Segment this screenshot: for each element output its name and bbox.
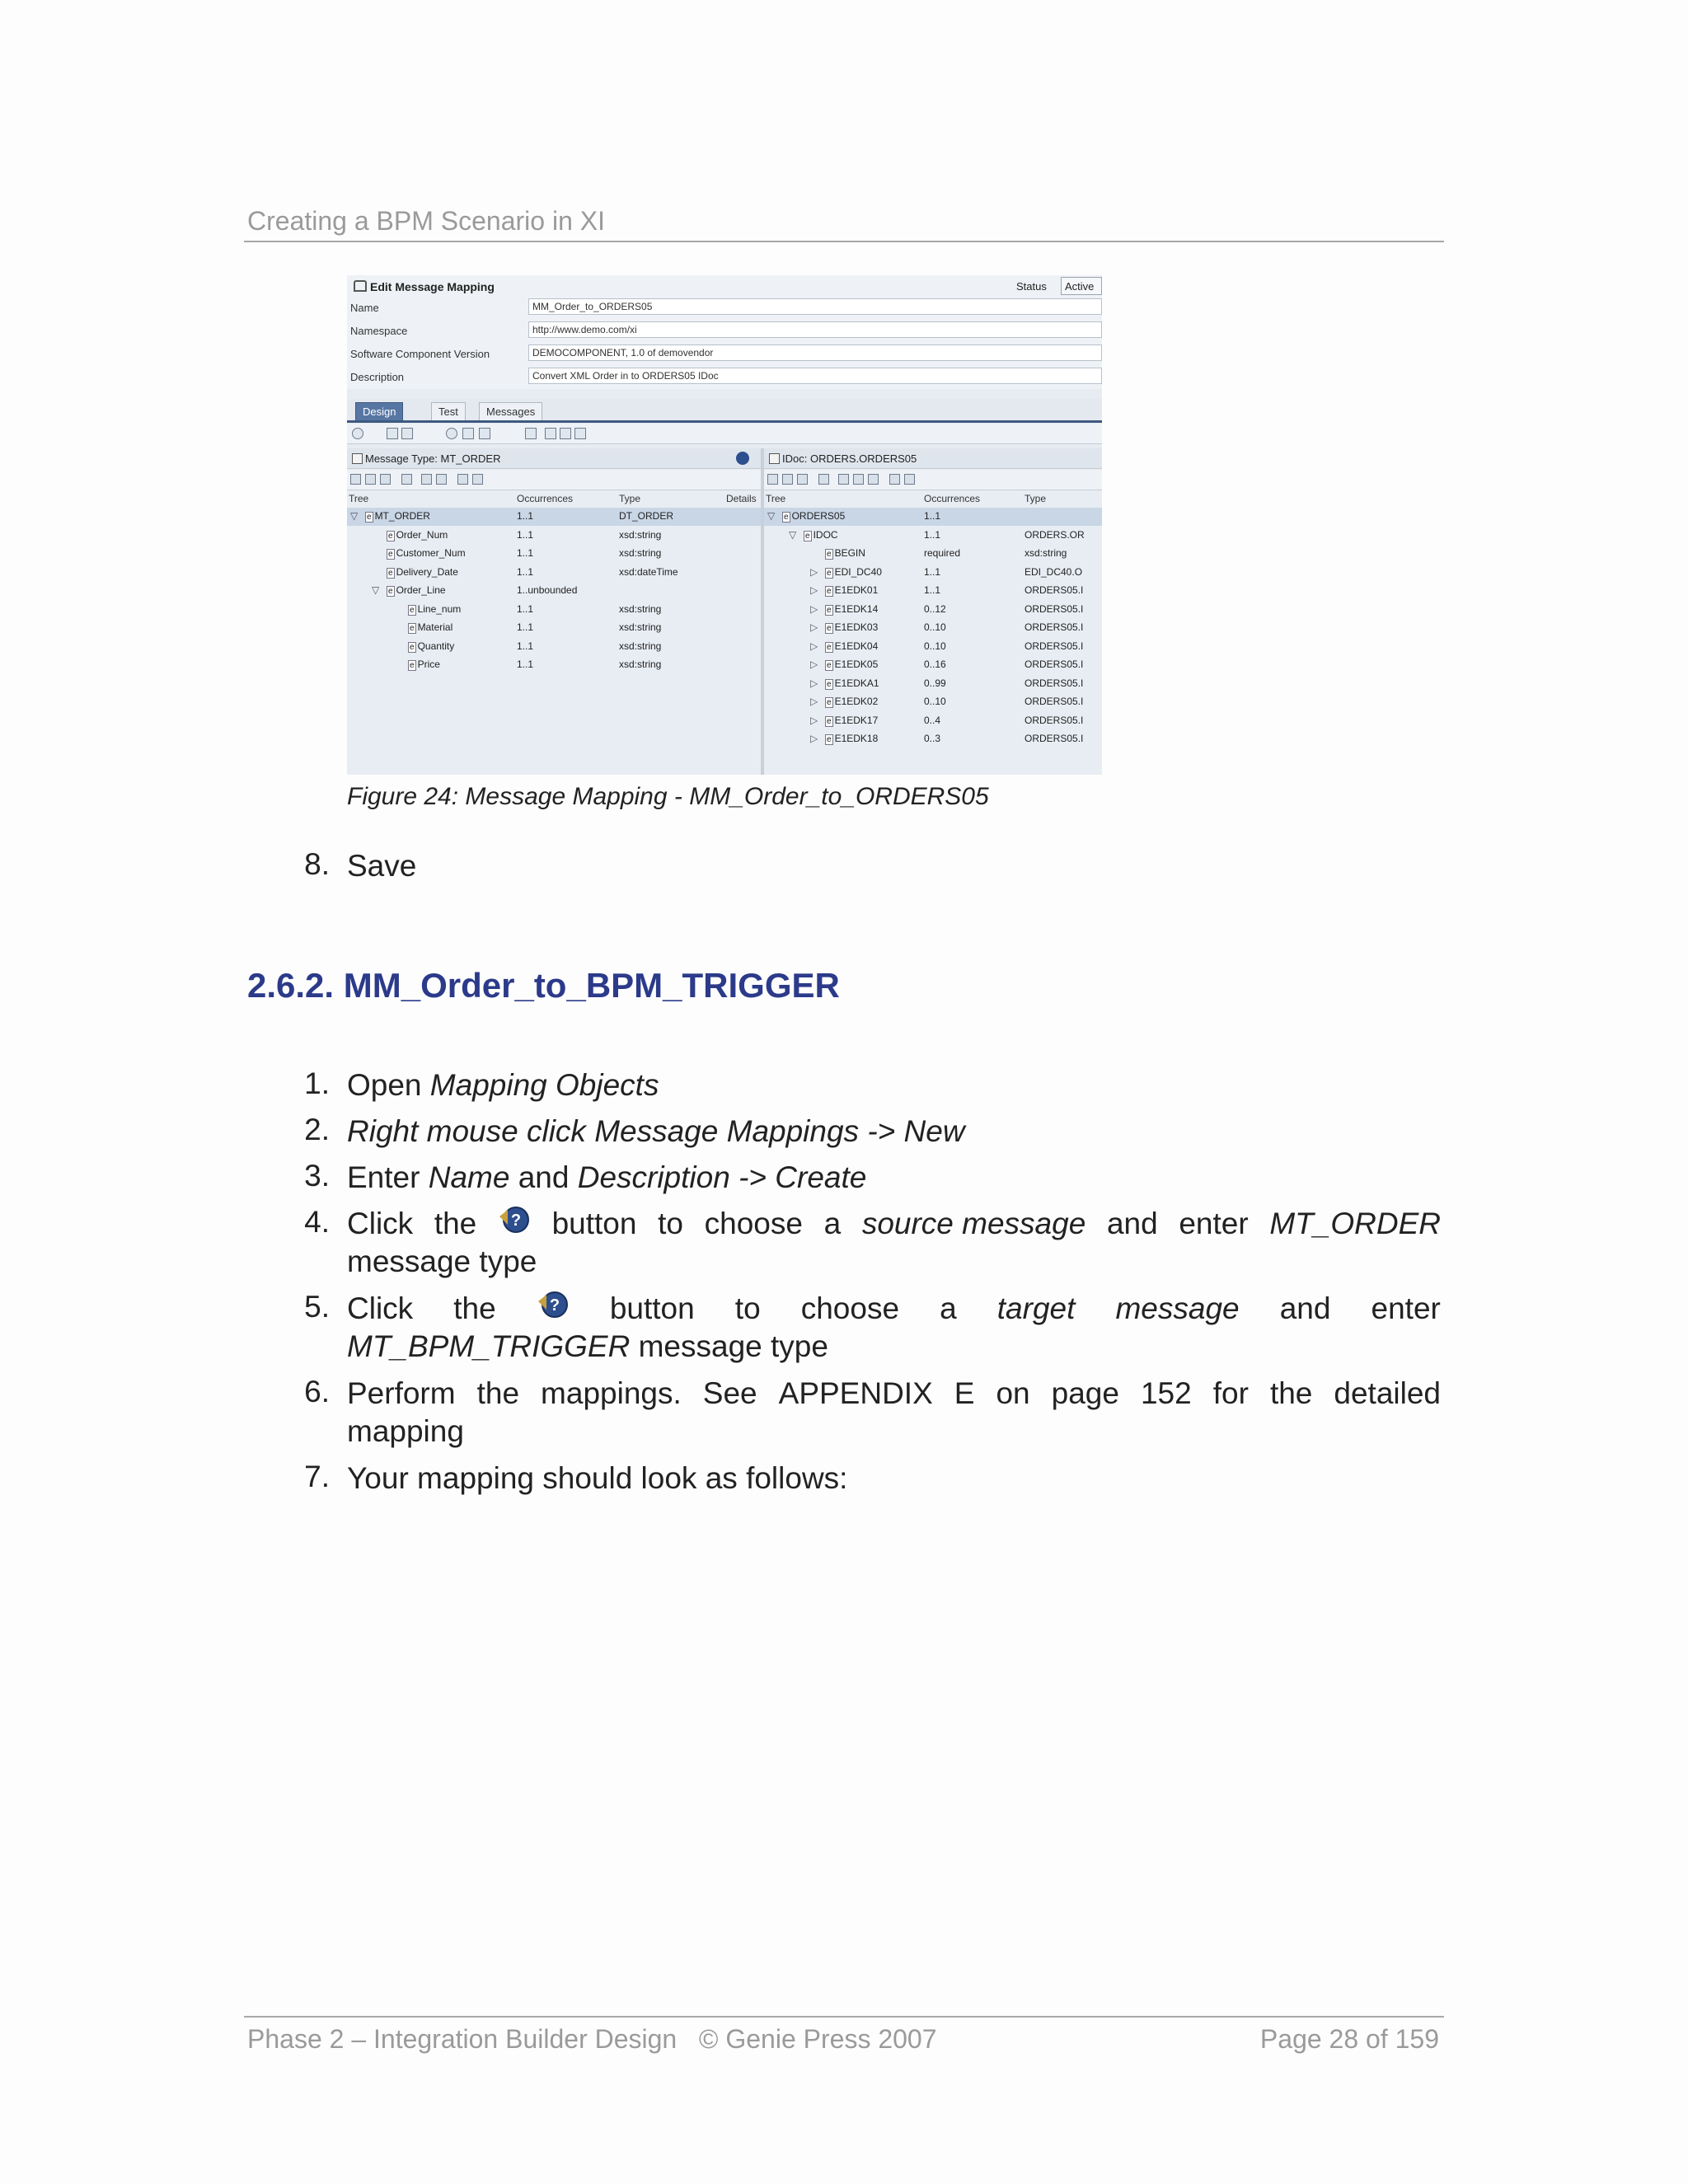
step-line bbox=[347, 1290, 1441, 1328]
tree-row[interactable] bbox=[764, 601, 1102, 619]
tree-node-occurrences: 1..1 bbox=[517, 565, 534, 578]
tree-row[interactable] bbox=[347, 601, 761, 619]
target-pane-title bbox=[764, 448, 1102, 469]
tree-node-name: e E1EDKA1 bbox=[827, 677, 879, 689]
refresh-icon[interactable] bbox=[380, 474, 391, 485]
tree-node-type: ORDERS05.I bbox=[1025, 658, 1084, 670]
message-mapping-screenshot bbox=[347, 275, 1102, 775]
expand-icon[interactable] bbox=[838, 474, 849, 485]
list-number: 6. bbox=[304, 1375, 330, 1408]
field-label: Namespace bbox=[350, 325, 408, 337]
element-icon: e bbox=[827, 624, 832, 633]
field-row-swcv bbox=[347, 344, 1102, 363]
tree-node-occurrences: 0..10 bbox=[924, 621, 946, 633]
tab-messages[interactable]: Messages bbox=[479, 402, 542, 420]
search-icon[interactable] bbox=[904, 474, 915, 485]
copy-icon[interactable] bbox=[560, 428, 571, 439]
step-word: Click bbox=[347, 1207, 414, 1240]
tree-node-name: e E1EDK05 bbox=[827, 658, 879, 670]
tree-node-occurrences: 1..1 bbox=[924, 565, 941, 578]
element-icon: e bbox=[388, 550, 393, 559]
list-number: 1. bbox=[304, 1066, 330, 1100]
tree-node-type: ORDERS05.I bbox=[1025, 714, 1084, 726]
footer-left: Phase 2 – Integration Builder Design © Genie Press 2007 bbox=[247, 2024, 937, 2054]
step-word: See bbox=[702, 1376, 757, 1410]
tree-node-occurrences: 0..10 bbox=[924, 696, 946, 707]
tree-row[interactable] bbox=[764, 508, 1102, 526]
tree-node-occurrences: 0..4 bbox=[924, 714, 941, 726]
field-label: Software Component Version bbox=[350, 348, 490, 360]
source-pane-toolbar bbox=[347, 470, 761, 490]
tree-row[interactable] bbox=[764, 619, 1102, 637]
grid-icon[interactable] bbox=[387, 428, 398, 439]
column-header-type: Type bbox=[1025, 493, 1047, 504]
search-icon[interactable] bbox=[472, 474, 483, 485]
step-text-italic: Mapping Objects bbox=[429, 1068, 659, 1102]
grid-icon[interactable] bbox=[782, 474, 793, 485]
film-icon[interactable] bbox=[574, 428, 586, 439]
message-type-icon bbox=[352, 453, 363, 464]
element-icon: e bbox=[827, 716, 832, 726]
tree-node-type: xsd:string bbox=[619, 528, 662, 541]
editor-toolbar bbox=[347, 424, 1102, 444]
column-header-occurrences: Occurrences bbox=[924, 493, 981, 504]
editor-title: Edit Message Mapping bbox=[370, 280, 495, 293]
idoc-icon bbox=[769, 453, 780, 464]
tree-node-name: e E1EDK03 bbox=[827, 621, 879, 633]
step-text: Enter bbox=[347, 1160, 429, 1194]
step-word: message type bbox=[630, 1329, 828, 1363]
list-number: 4. bbox=[304, 1205, 330, 1239]
namespace-field[interactable]: http://www.demo.com/xi bbox=[528, 321, 1102, 338]
collapse-icon[interactable] bbox=[853, 474, 864, 485]
step-open-mapping-objects bbox=[347, 1066, 1441, 1104]
tree-node-type: xsd:string bbox=[619, 602, 662, 615]
tree-toggle-icon[interactable]: ▷ bbox=[810, 714, 818, 726]
tree-toggle-icon[interactable]: ▷ bbox=[810, 584, 818, 596]
target-structure-pane bbox=[764, 448, 1102, 775]
tree-node-name: e Quantity bbox=[410, 640, 455, 652]
tree-row[interactable] bbox=[764, 730, 1102, 748]
tree-node-occurrences: 1..unbounded bbox=[517, 584, 578, 596]
help-button-icon bbox=[537, 1290, 570, 1321]
description-field[interactable]: Convert XML Order in to ORDERS05 IDoc bbox=[528, 368, 1102, 384]
step-save: Save bbox=[347, 849, 417, 883]
tree-node-occurrences: 1..1 bbox=[517, 602, 534, 615]
tree-node-name: e Customer_Num bbox=[388, 547, 466, 559]
step-word: 152 bbox=[1140, 1376, 1192, 1410]
source-structure-pane bbox=[347, 448, 761, 775]
step-word: MT_ORDER bbox=[1269, 1207, 1441, 1240]
help-icon[interactable] bbox=[736, 452, 749, 465]
tree-node-name: e EDI_DC40 bbox=[827, 565, 882, 578]
tree-node-name: e BEGIN bbox=[827, 547, 865, 559]
step-word: for bbox=[1212, 1376, 1249, 1410]
element-icon: e bbox=[388, 568, 393, 578]
step-mapping-result: Your mapping should look as follows: bbox=[347, 1461, 848, 1495]
tree-row[interactable] bbox=[347, 545, 761, 563]
column-header-occurrences: Occurrences bbox=[517, 493, 574, 504]
tree-node-occurrences: 1..1 bbox=[924, 528, 941, 541]
step-line bbox=[347, 1375, 1441, 1413]
tree-node-name: e MT_ORDER bbox=[367, 510, 430, 522]
name-field[interactable]: MM_Order_to_ORDERS05 bbox=[528, 298, 1102, 315]
tree-row[interactable] bbox=[764, 582, 1102, 600]
editor-tabs bbox=[347, 399, 1102, 423]
tree-node-name: e Delivery_Date bbox=[388, 565, 458, 578]
step-word: button bbox=[609, 1291, 695, 1325]
collapse-icon[interactable] bbox=[436, 474, 447, 485]
tree-node-type: ORDERS05.I bbox=[1025, 677, 1084, 689]
tree-node-type: ORDERS05.I bbox=[1025, 602, 1084, 615]
editor-titlebar bbox=[347, 275, 1102, 298]
field-row-name bbox=[347, 298, 1102, 316]
tree-row[interactable] bbox=[347, 656, 761, 674]
tree-toggle-icon[interactable]: ▷ bbox=[810, 658, 818, 670]
column-header-type: Type bbox=[619, 493, 641, 504]
tab-design[interactable]: Design bbox=[355, 402, 403, 420]
tree-toggle-icon[interactable]: ▽ bbox=[789, 528, 797, 541]
element-icon: e bbox=[827, 661, 832, 670]
step-word: Perform bbox=[347, 1376, 456, 1410]
tree-node-type: xsd:string bbox=[619, 547, 662, 559]
step-perform-mappings bbox=[347, 1375, 1441, 1451]
element-icon: e bbox=[827, 587, 832, 596]
tree-node-occurrences: 1..1 bbox=[924, 510, 941, 522]
element-icon: e bbox=[827, 735, 832, 744]
step-word: a bbox=[940, 1291, 957, 1325]
tree-node-occurrences: 0..10 bbox=[924, 640, 946, 652]
tree-node-type: ORDERS05.I bbox=[1025, 584, 1084, 596]
expand-icon[interactable] bbox=[421, 474, 432, 485]
tree-node-occurrences: 0..12 bbox=[924, 602, 946, 615]
target-pane-toolbar bbox=[764, 470, 1102, 490]
layout-icon[interactable] bbox=[525, 428, 537, 439]
step-word: message bbox=[1115, 1291, 1240, 1325]
svg-text:?: ? bbox=[510, 1212, 522, 1230]
tree-node-occurrences: 1..1 bbox=[517, 621, 534, 633]
tree-node-name: e E1EDK01 bbox=[827, 584, 879, 596]
tree-row[interactable] bbox=[764, 675, 1102, 693]
field-label: Description bbox=[350, 371, 405, 383]
step-right-click bbox=[347, 1113, 1441, 1151]
tree-node-occurrences: 1..1 bbox=[517, 658, 534, 670]
step-word: the bbox=[453, 1291, 496, 1325]
tree-node-name: e Price bbox=[410, 658, 440, 670]
step-enter-name bbox=[347, 1159, 1441, 1197]
field-row-description bbox=[347, 368, 1102, 386]
document-icon[interactable] bbox=[868, 474, 879, 485]
tab-test[interactable]: Test bbox=[431, 402, 466, 420]
step-word: to bbox=[734, 1291, 761, 1325]
tree-toggle-icon[interactable]: ▷ bbox=[810, 640, 818, 652]
element-icon: e bbox=[410, 605, 415, 615]
column-header-tree: Tree bbox=[766, 493, 786, 504]
step-line: mapping bbox=[347, 1414, 464, 1448]
tree-toggle-icon[interactable]: ▷ bbox=[810, 621, 818, 633]
binoculars-icon[interactable] bbox=[457, 474, 468, 485]
tree-node-occurrences: 1..1 bbox=[517, 547, 534, 559]
tree-node-occurrences: 0..99 bbox=[924, 677, 946, 689]
step-word: E bbox=[954, 1376, 975, 1410]
tree-row[interactable] bbox=[764, 545, 1102, 563]
tree-row[interactable] bbox=[347, 638, 761, 656]
step-word: the bbox=[1269, 1376, 1313, 1410]
tree-row[interactable] bbox=[347, 508, 761, 526]
step-line: message type bbox=[347, 1244, 537, 1278]
element-icon: e bbox=[410, 642, 415, 652]
step-word: detailed bbox=[1334, 1376, 1441, 1410]
grid-icon[interactable] bbox=[365, 474, 376, 485]
figure-caption: Figure 24: Message Mapping - MM_Order_to_ORDERS05 bbox=[347, 783, 989, 810]
tree-node-type: xsd:string bbox=[619, 621, 662, 633]
step-text-italic: Right mouse click Message Mappings -> New bbox=[347, 1114, 965, 1148]
column-header-tree: Tree bbox=[349, 493, 369, 504]
tree-node-type: ORDERS05.I bbox=[1025, 621, 1084, 633]
status-label: Status bbox=[1016, 280, 1047, 293]
status-value: Active bbox=[1061, 277, 1102, 295]
step-word: Click bbox=[347, 1291, 414, 1325]
element-icon: e bbox=[410, 661, 415, 670]
tree-node-type: ORDERS.OR bbox=[1025, 528, 1085, 541]
tree-toggle-icon[interactable]: ▷ bbox=[810, 565, 818, 578]
svg-text:?: ? bbox=[549, 1296, 560, 1315]
tree-node-name: e IDOC bbox=[805, 528, 838, 541]
field-row-namespace bbox=[347, 321, 1102, 340]
binoculars-icon[interactable] bbox=[889, 474, 900, 485]
tree-node-type: EDI_DC40.O bbox=[1025, 565, 1083, 578]
footer-right: Page 28 of 159 bbox=[1259, 2024, 1439, 2054]
tree-node-occurrences: 0..16 bbox=[924, 658, 946, 670]
step-word: source message bbox=[861, 1207, 1086, 1240]
step-word: enter bbox=[1371, 1291, 1441, 1325]
step-word: a bbox=[823, 1207, 842, 1240]
step-word: choose bbox=[704, 1207, 803, 1240]
tree-node-name: e E1EDK14 bbox=[827, 602, 879, 615]
tree-node-type: xsd:string bbox=[619, 658, 662, 670]
element-icon: e bbox=[827, 679, 832, 689]
tree-node-name: e Line_num bbox=[410, 602, 462, 615]
tree-node-name: e Order_Line bbox=[388, 584, 446, 596]
tree-node-name: e Order_Num bbox=[388, 528, 448, 541]
tree-node-name: e Material bbox=[410, 621, 453, 633]
list-number: 7. bbox=[304, 1460, 330, 1493]
tree-node-name: e ORDERS05 bbox=[784, 510, 846, 522]
tree-node-name: e E1EDK17 bbox=[827, 714, 879, 726]
element-icon: e bbox=[827, 568, 832, 578]
footer-rule bbox=[244, 2016, 1444, 2018]
tree-row[interactable] bbox=[764, 656, 1102, 674]
step-word: MT_BPM_TRIGGER bbox=[347, 1329, 631, 1363]
tree-row[interactable] bbox=[347, 564, 761, 582]
list-number: 8. bbox=[304, 847, 330, 881]
tree-node-type: ORDERS05.I bbox=[1025, 733, 1084, 744]
help-button-icon bbox=[498, 1205, 531, 1236]
step-line bbox=[347, 1328, 1441, 1366]
tree-row[interactable] bbox=[764, 712, 1102, 730]
element-icon: e bbox=[827, 642, 832, 652]
header-rule bbox=[244, 241, 1444, 242]
tree-row[interactable] bbox=[764, 693, 1102, 711]
section-heading: 2.6.2. MM_Order_to_BPM_TRIGGER bbox=[247, 966, 840, 1005]
source-pane-label: Message Type: MT_ORDER bbox=[365, 452, 501, 465]
target-pane-label: IDoc: ORDERS.ORDERS05 bbox=[782, 452, 917, 465]
filter-icon[interactable] bbox=[818, 474, 829, 485]
tree-node-occurrences: 1..1 bbox=[517, 510, 534, 522]
tree-node-type: DT_ORDER bbox=[619, 510, 674, 522]
element-icon: e bbox=[388, 531, 393, 541]
step-word: page bbox=[1051, 1376, 1119, 1410]
element-icon: e bbox=[388, 587, 393, 596]
tree-node-occurrences: 1..1 bbox=[517, 528, 534, 541]
tree-node-occurrences: 1..1 bbox=[924, 584, 941, 596]
tree-toggle-icon[interactable]: ▷ bbox=[810, 602, 818, 615]
page-header: Creating a BPM Scenario in XI bbox=[247, 206, 605, 236]
element-icon: e bbox=[827, 698, 832, 707]
tree-node-occurrences: required bbox=[924, 547, 961, 559]
tree-node-name: e E1EDK18 bbox=[827, 733, 879, 744]
tree-toggle-icon[interactable]: ▽ bbox=[372, 584, 380, 596]
step-word: mappings. bbox=[541, 1376, 682, 1410]
tree-row[interactable] bbox=[347, 619, 761, 637]
filter-icon[interactable] bbox=[401, 474, 412, 485]
tree-node-occurrences: 0..3 bbox=[924, 733, 941, 744]
step-word: button bbox=[551, 1207, 637, 1240]
step-choose-source bbox=[347, 1205, 1441, 1281]
step-word: APPENDIX bbox=[778, 1376, 933, 1410]
step-word: the bbox=[434, 1207, 477, 1240]
step-text: and bbox=[509, 1160, 578, 1194]
tree-node-type: xsd:string bbox=[619, 640, 662, 652]
element-icon: e bbox=[827, 550, 832, 559]
software-component-field[interactable]: DEMOCOMPONENT, 1.0 of demovendor bbox=[528, 344, 1102, 361]
step-word: the bbox=[476, 1376, 520, 1410]
help-icon[interactable] bbox=[352, 428, 363, 439]
step-word: target bbox=[996, 1291, 1076, 1325]
refresh-icon[interactable] bbox=[797, 474, 808, 485]
lock-icon bbox=[354, 280, 367, 292]
element-icon: e bbox=[410, 624, 415, 633]
column-header-details: Details bbox=[726, 493, 757, 504]
header-fields bbox=[347, 298, 1102, 389]
list-number: 3. bbox=[304, 1159, 330, 1193]
arrange-icon[interactable] bbox=[545, 428, 556, 439]
tree-toggle-icon[interactable]: ▽ bbox=[350, 510, 359, 522]
list-number: 2. bbox=[304, 1113, 330, 1146]
tree-icon[interactable] bbox=[350, 474, 361, 485]
tree-node-name: e E1EDK04 bbox=[827, 640, 879, 652]
record-icon[interactable] bbox=[446, 428, 457, 439]
tree-row[interactable] bbox=[764, 527, 1102, 545]
tree-row[interactable] bbox=[347, 582, 761, 600]
tree-toggle-icon[interactable]: ▽ bbox=[767, 510, 776, 522]
document-icon[interactable] bbox=[462, 428, 474, 439]
step-choose-target bbox=[347, 1290, 1441, 1366]
tree-row[interactable] bbox=[347, 527, 761, 545]
step-word: enter bbox=[1179, 1207, 1249, 1240]
tree-toggle-icon[interactable]: ▷ bbox=[810, 733, 818, 744]
tree-node-type: xsd:string bbox=[1025, 547, 1067, 559]
step-text-italic: Name bbox=[428, 1160, 510, 1194]
element-icon: e bbox=[805, 531, 810, 541]
step-word: and bbox=[1106, 1207, 1158, 1240]
tree-node-name: e E1EDK02 bbox=[827, 696, 879, 707]
source-pane-title bbox=[347, 448, 761, 469]
list-number: 5. bbox=[304, 1290, 330, 1324]
tree-toggle-icon[interactable]: ▷ bbox=[810, 696, 818, 707]
delete-icon[interactable] bbox=[401, 428, 413, 439]
tree-node-type: xsd:dateTime bbox=[619, 565, 678, 578]
step-line bbox=[347, 1205, 1441, 1243]
tree-node-type: ORDERS05.I bbox=[1025, 640, 1084, 652]
step-word: to bbox=[658, 1207, 683, 1240]
tree-toggle-icon[interactable]: ▷ bbox=[810, 677, 818, 689]
tree-icon[interactable] bbox=[767, 474, 778, 485]
tree-row[interactable] bbox=[764, 564, 1102, 582]
element-icon: e bbox=[367, 513, 372, 522]
element-icon: e bbox=[827, 605, 832, 615]
step-text-italic: Description -> Create bbox=[577, 1160, 867, 1194]
tree-node-occurrences: 1..1 bbox=[517, 640, 534, 652]
table-icon[interactable] bbox=[479, 428, 490, 439]
tree-row[interactable] bbox=[764, 638, 1102, 656]
step-text: Open bbox=[347, 1068, 430, 1102]
field-label: Name bbox=[350, 302, 379, 314]
element-icon: e bbox=[784, 513, 789, 522]
tree-node-type: ORDERS05.I bbox=[1025, 696, 1084, 707]
step-word: choose bbox=[800, 1291, 900, 1325]
step-word: on bbox=[996, 1376, 1030, 1410]
step-word: and bbox=[1279, 1291, 1331, 1325]
